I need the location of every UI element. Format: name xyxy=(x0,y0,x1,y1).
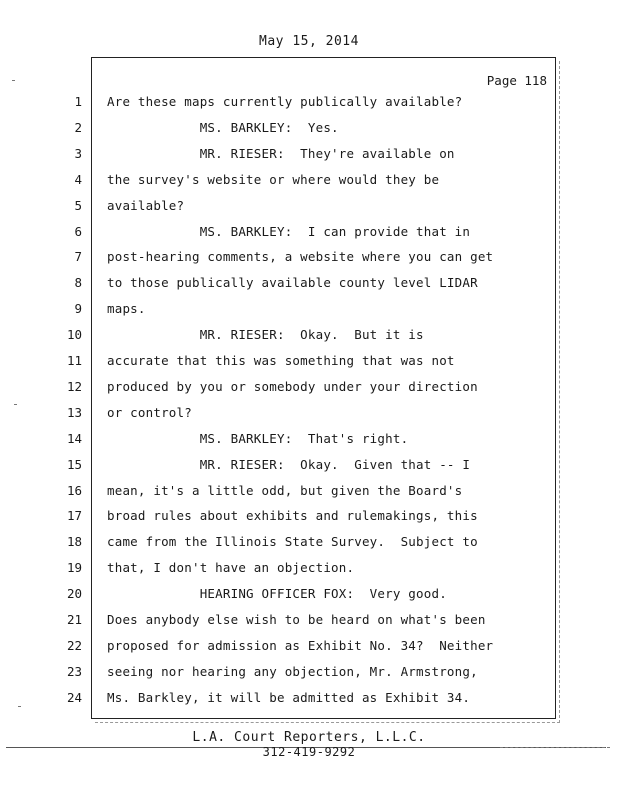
line-number: 15 xyxy=(66,457,82,472)
line-number: 18 xyxy=(66,534,82,549)
line-text: MR. RIESER: Okay. But it is xyxy=(107,327,424,342)
line-number: 6 xyxy=(74,224,82,239)
page-number: Page 118 xyxy=(486,73,547,88)
line-number: 9 xyxy=(74,301,82,316)
line-number: 20 xyxy=(66,586,82,601)
line-number: 16 xyxy=(66,483,82,498)
transcript-date: May 15, 2014 xyxy=(259,34,359,49)
line-text: mean, it's a little odd, but given the Board's xyxy=(107,483,463,498)
line-text: post-hearing comments, a website where you can get xyxy=(107,249,494,264)
line-text: the survey's website or where would they be xyxy=(107,172,440,187)
line-text: or control? xyxy=(107,405,192,420)
line-number: 1 xyxy=(74,94,82,109)
line-text: accurate that this was something that was not xyxy=(107,353,455,368)
line-number: 22 xyxy=(66,638,82,653)
line-text: seeing nor hearing any objection, Mr. Armstrong, xyxy=(107,664,478,679)
line-text: MS. BARKLEY: Yes. xyxy=(107,120,339,135)
line-number: 8 xyxy=(74,275,82,290)
reporter-phone: 312-419-9292 xyxy=(262,745,356,759)
line-text: that, I don't have an objection. xyxy=(107,560,355,575)
line-number: 2 xyxy=(74,120,82,135)
line-number: 7 xyxy=(74,249,82,264)
line-text: MS. BARKLEY: I can provide that in xyxy=(107,224,471,239)
line-number: 11 xyxy=(66,353,82,368)
scan-speck xyxy=(12,80,15,81)
scan-speck xyxy=(18,706,21,707)
line-text: Are these maps currently publically available? xyxy=(107,94,463,109)
line-text: MS. BARKLEY: That's right. xyxy=(107,431,409,446)
line-text: HEARING OFFICER FOX: Very good. xyxy=(107,586,447,601)
line-number: 14 xyxy=(66,431,82,446)
reporter-company: L.A. Court Reporters, L.L.C. xyxy=(192,730,426,745)
line-number: 23 xyxy=(66,664,82,679)
line-text: MR. RIESER: Okay. Given that -- I xyxy=(107,457,471,472)
line-text: to those publically available county level LIDAR xyxy=(107,275,478,290)
line-text: proposed for admission as Exhibit No. 34? Neither xyxy=(107,638,494,653)
line-number: 17 xyxy=(66,508,82,523)
line-number: 3 xyxy=(74,146,82,161)
line-text: Ms. Barkley, it will be admitted as Exhibit 34. xyxy=(107,690,471,705)
line-text: produced by you or somebody under your direction xyxy=(107,379,478,394)
line-text: Does anybody else wish to be heard on what's been xyxy=(107,612,486,627)
line-text: broad rules about exhibits and rulemakings, this xyxy=(107,508,478,523)
line-number: 5 xyxy=(74,198,82,213)
line-text: maps. xyxy=(107,301,146,316)
line-text: came from the Illinois State Survey. Subject to xyxy=(107,534,478,549)
line-number: 12 xyxy=(66,379,82,394)
line-number: 24 xyxy=(66,690,82,705)
line-number: 4 xyxy=(74,172,82,187)
line-number: 13 xyxy=(66,405,82,420)
line-number: 10 xyxy=(66,327,82,342)
line-text: MR. RIESER: They're available on xyxy=(107,146,455,161)
line-number: 21 xyxy=(66,612,82,627)
scan-speck xyxy=(14,404,17,405)
line-text: available? xyxy=(107,198,185,213)
line-number: 19 xyxy=(66,560,82,575)
